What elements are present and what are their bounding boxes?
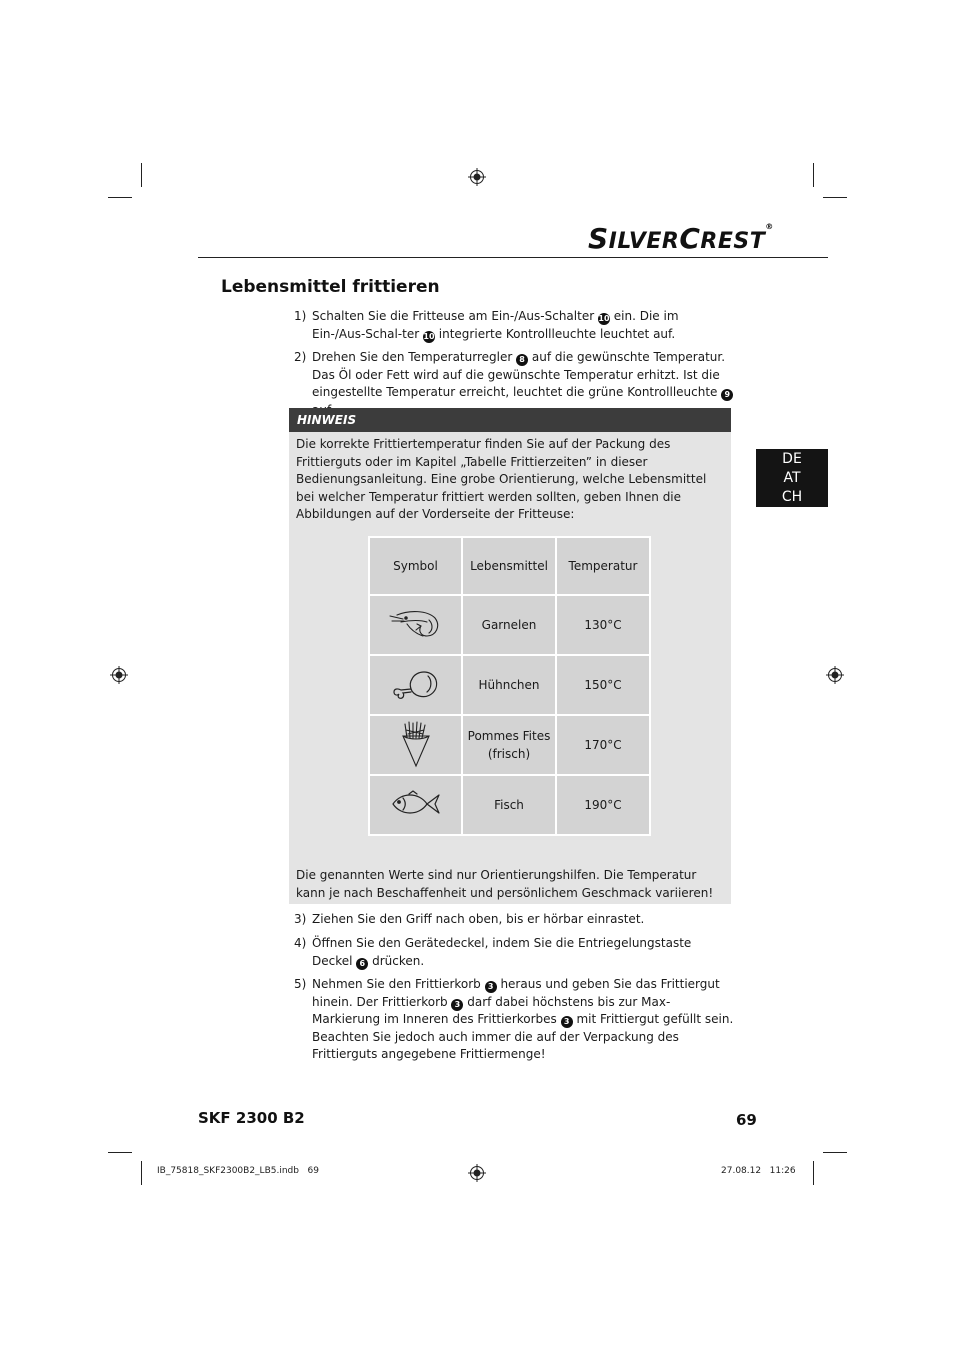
callout-number: 3 xyxy=(485,981,497,993)
print-slug-date: 27.08.12 11:26 xyxy=(721,1166,796,1176)
fish-icon xyxy=(369,775,462,835)
step-number: 1) xyxy=(294,309,307,323)
food-name: Garnelen xyxy=(462,595,556,655)
callout-number: 10 xyxy=(423,331,435,341)
language-de: DE xyxy=(782,451,802,467)
registration-mark-icon xyxy=(826,666,844,684)
registration-mark-icon xyxy=(468,168,486,186)
callout-number: 6 xyxy=(356,958,368,970)
hinweis-outro: Die genannten Werte sind nur Orientierungshilfen. Die Temperatur kann je nach Beschaffenheit und persönlichem Geschmack variieren! xyxy=(296,868,714,900)
step-4 xyxy=(294,935,734,970)
chicken-leg-icon xyxy=(369,655,462,715)
header-rule xyxy=(198,257,828,258)
step-3 xyxy=(294,911,734,929)
step-text: Drehen Sie den Temperaturregler 8 auf die gewünschte Temperatur. Das Öl oder Fett wird auf die gewünschte Temperatur erhitzt. Ist die eingestellte Temperatur erreicht, leuchtet die grüne Kontrollleuchte 9 xyxy=(312,349,734,419)
food-temperature: 130°C xyxy=(556,595,650,655)
language-tab xyxy=(756,449,828,507)
table-row xyxy=(369,595,650,655)
hinweis-intro: Die korrekte Frittiertemperatur finden Sie auf der Packung des Frittierguts oder im Kapitel „Tabelle Frittierzeiten” in dieser Bedienungsanleitung. Eine grobe Orientierung, welche Lebensmittel bei welcher Temperatur frittiert werden sollten, geben Ihnen die Abbildungen auf der Vorderseite der Fritteuse: xyxy=(296,437,707,521)
food-temperature-table xyxy=(368,536,651,836)
print-slug-file: IB_75818_SKF2300B2_LB5.indb 69 xyxy=(157,1166,319,1176)
table-row xyxy=(369,775,650,835)
callout-number: 3 xyxy=(451,999,463,1011)
callout-number: 8 xyxy=(516,354,528,366)
crop-mark xyxy=(823,197,847,198)
footer-model: SKF 2300 B2 xyxy=(198,1109,305,1127)
crop-mark xyxy=(813,163,814,187)
step-number: 2) xyxy=(294,350,307,364)
step-text: Ziehen Sie den Griff nach oben, bis er hörbar einrastet. xyxy=(312,912,645,926)
crop-mark xyxy=(813,1161,814,1185)
crop-mark xyxy=(141,1161,142,1185)
food-temperature: 170°C xyxy=(556,715,650,775)
page-number: 69 xyxy=(736,1111,757,1129)
table-header-symbol: Symbol xyxy=(369,537,462,595)
food-temperature: 150°C xyxy=(556,655,650,715)
step-1 xyxy=(294,308,734,343)
crop-mark xyxy=(823,1152,847,1153)
registration-mark-icon xyxy=(468,1164,486,1182)
crop-mark xyxy=(141,163,142,187)
food-temperature: 190°C xyxy=(556,775,650,835)
step-text: Schalten Sie die Fritteuse am Ein-/Aus-Schalter 10 ein. Die im Ein-/Aus-Schal-ter 10 integrierte Kontrollleuchte leuchtet auf. xyxy=(312,309,679,341)
step-number: 3) xyxy=(294,912,307,926)
callout-number: 10 xyxy=(598,314,610,323)
food-name: Fisch xyxy=(462,775,556,835)
crop-mark xyxy=(108,1152,132,1153)
step-text: Nehmen Sie den Frittierkorb 3 heraus und geben Sie das Frittiergut hinein. Der Frittierkorb 3 darf dabei höchstens bis zur Max-Markierung im Inneren des Frittierkorbes 3 mit Frittiergut gefüllt sein. Beachten Sie jedoch auch immer die auf der Verpackung des Frittierguts angegebene Frittiermenge! xyxy=(312,977,734,1061)
section-title: Lebensmittel frittieren xyxy=(221,277,440,297)
table-header-food: Lebensmittel xyxy=(462,537,556,595)
shrimp-icon xyxy=(369,595,462,655)
callout-number: 9 xyxy=(721,389,733,401)
silvercrest-logo: SILVERCREST® xyxy=(588,222,774,255)
table-row xyxy=(369,715,650,775)
hinweis-heading: HINWEIS xyxy=(289,408,731,432)
step-number: 5) xyxy=(294,977,307,991)
language-ch: CH xyxy=(781,489,803,505)
food-name: Hühnchen xyxy=(462,655,556,715)
registration-mark-icon xyxy=(110,666,128,684)
table-header-temperature: Temperatur xyxy=(556,537,650,595)
step-number: 4) xyxy=(294,936,307,950)
table-row xyxy=(369,655,650,715)
callout-number: 3 xyxy=(561,1016,573,1028)
crop-mark xyxy=(108,197,132,198)
french-fries-icon xyxy=(369,715,462,775)
food-name: Pommes Fites (frisch) xyxy=(462,715,556,775)
language-at: AT xyxy=(783,470,801,486)
step-text: Öffnen Sie den Gerätedeckel, indem Sie die Entriegelungstaste Deckel 6 drücken. xyxy=(312,936,692,968)
step-5 xyxy=(294,976,734,1064)
